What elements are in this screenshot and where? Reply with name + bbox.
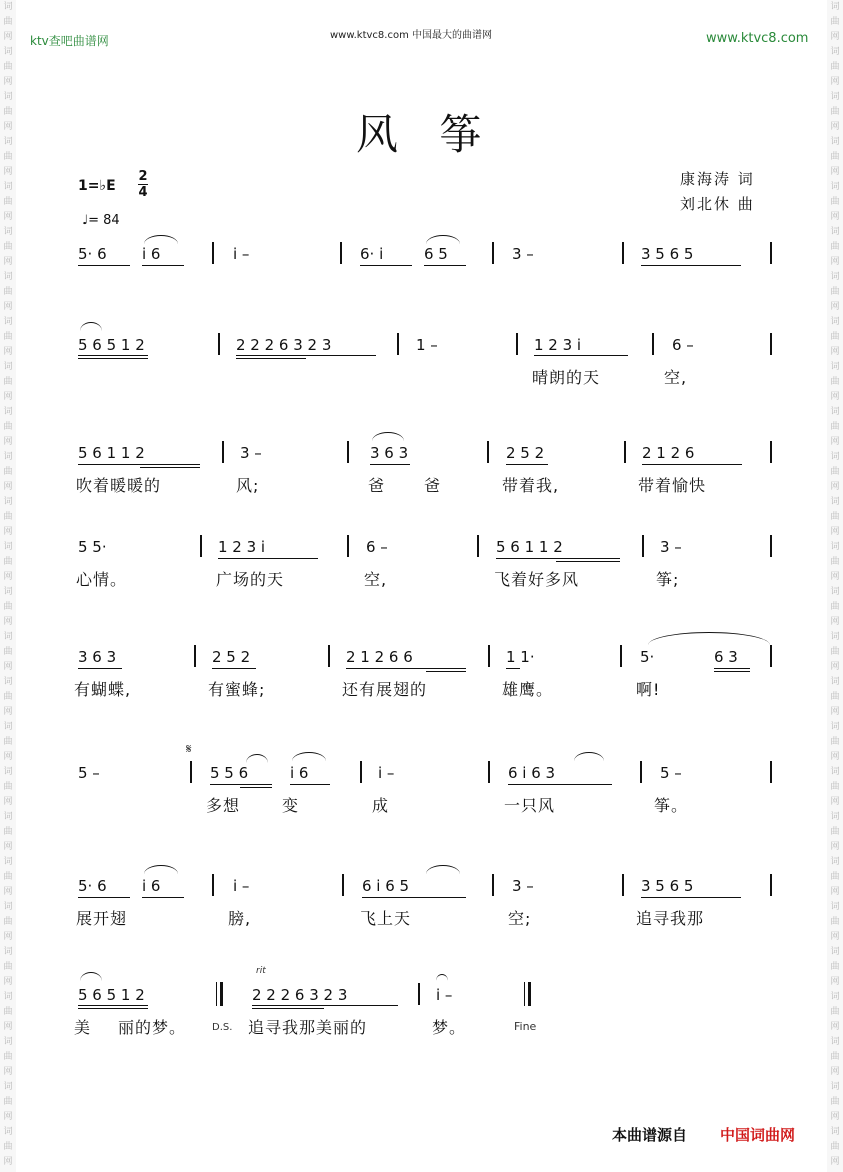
watermark-char: 网 <box>830 212 840 222</box>
watermark-char: 词 <box>3 1037 13 1047</box>
watermark-char: 词 <box>3 632 13 642</box>
watermark-char: 曲 <box>830 557 840 567</box>
watermark-char: 网 <box>3 977 13 987</box>
note-group: i – <box>233 877 250 895</box>
note-group: 6· i <box>360 245 384 263</box>
ritardando-mark: rit <box>256 966 266 976</box>
watermark-char: 网 <box>830 662 840 672</box>
bar-line <box>477 535 479 557</box>
bar-line <box>488 761 490 783</box>
watermark-char: 网 <box>830 257 840 267</box>
bar-line <box>212 242 214 264</box>
time-signature-top: 2 <box>138 169 148 184</box>
lyric-text: 吹着暖暖的 <box>76 476 162 495</box>
lyric-text: 膀, <box>228 909 252 928</box>
watermark-char: 词 <box>3 722 13 732</box>
watermark-char: 词 <box>830 1082 840 1092</box>
watermark-char: 曲 <box>3 197 13 207</box>
bar-line <box>770 333 772 355</box>
bar-line <box>516 333 518 355</box>
watermark-char: 词 <box>830 812 840 822</box>
watermark-char: 网 <box>830 347 840 357</box>
watermark-char: 网 <box>3 572 13 582</box>
dal-segno-mark: D.S. <box>212 1022 233 1033</box>
watermark-char: 词 <box>830 947 840 957</box>
note-group: 5 5· <box>78 538 107 556</box>
watermark-char: 曲 <box>3 647 13 657</box>
note-group: 3 – <box>512 245 534 263</box>
watermark-char: 网 <box>3 437 13 447</box>
bar-line <box>487 441 489 463</box>
watermark-char: 网 <box>3 752 13 762</box>
watermark-char: 曲 <box>830 332 840 342</box>
watermark-char: 词 <box>830 767 840 777</box>
watermark-char: 曲 <box>3 377 13 387</box>
watermark-char: 曲 <box>830 1142 840 1152</box>
lyric-text: 空, <box>364 570 388 589</box>
watermark-char: 网 <box>830 617 840 627</box>
watermark-char: 词 <box>3 992 13 1002</box>
watermark-char: 网 <box>3 842 13 852</box>
note-group: 6 – <box>366 538 388 556</box>
watermark-char: 词 <box>3 812 13 822</box>
score-row-4 <box>0 538 843 608</box>
watermark-char: 曲 <box>3 782 13 792</box>
watermark-char: 词 <box>3 857 13 867</box>
bar-line <box>342 874 344 896</box>
note-group: 2 5 2 <box>506 444 545 462</box>
watermark-char: 词 <box>3 1127 13 1137</box>
watermark-char: 网 <box>3 797 13 807</box>
watermark-char: 曲 <box>3 917 13 927</box>
watermark-char: 词 <box>830 227 840 237</box>
lyric-text: 飞着好多风 <box>494 570 580 589</box>
watermark-char: 曲 <box>830 422 840 432</box>
watermark-char: 词 <box>830 857 840 867</box>
watermark-char: 词 <box>830 542 840 552</box>
lyric-text: 追寻我那 <box>636 909 705 928</box>
bar-line <box>622 874 624 896</box>
note-group: 1 2 3 i <box>534 336 582 354</box>
lyric-text: 心情。 <box>76 570 128 589</box>
watermark-char: 曲 <box>3 422 13 432</box>
bar-line <box>770 761 772 783</box>
watermark-char: 曲 <box>3 332 13 342</box>
watermark-char: 网 <box>3 1112 13 1122</box>
note-group: 1 2 3 i <box>218 538 266 556</box>
watermark-char: 词 <box>3 947 13 957</box>
note-group: 5 – <box>660 764 682 782</box>
time-signature-bottom: 4 <box>138 185 148 200</box>
lyric-text: 有蝴蝶, <box>74 680 132 699</box>
watermark-char: 曲 <box>3 962 13 972</box>
watermark-char: 词 <box>830 2 840 12</box>
watermark-char: 词 <box>830 587 840 597</box>
lyric-text: 飞上天 <box>360 909 412 928</box>
watermark-char: 曲 <box>830 467 840 477</box>
bar-line <box>492 242 494 264</box>
watermark-char: 曲 <box>3 287 13 297</box>
note-group: 1 – <box>416 336 438 354</box>
watermark-char: 网 <box>830 392 840 402</box>
bar-line <box>770 874 772 896</box>
score-row-3 <box>0 444 843 514</box>
watermark-char: 网 <box>3 662 13 672</box>
note-group: i 6 <box>142 245 161 263</box>
footer-source-site[interactable]: 中国词曲网 <box>720 1126 796 1144</box>
watermark-char: 网 <box>830 77 840 87</box>
bar-line <box>770 242 772 264</box>
watermark-char: 网 <box>830 842 840 852</box>
watermark-char: 曲 <box>830 287 840 297</box>
watermark-char: 网 <box>830 977 840 987</box>
watermark-char: 网 <box>830 1022 840 1032</box>
watermark-char: 网 <box>3 482 13 492</box>
lyric-text: 带着愉快 <box>638 476 707 495</box>
watermark-char: 曲 <box>3 107 13 117</box>
header-site-slogan: www.ktvc8.com 中国最大的曲谱网 <box>330 30 493 41</box>
watermark-char: 词 <box>830 677 840 687</box>
note-group: 2 1 2 6 6 <box>346 648 413 666</box>
lyric-text: 空; <box>508 909 532 928</box>
watermark-char: 曲 <box>3 1097 13 1107</box>
bar-line <box>770 645 772 667</box>
watermark-char: 网 <box>3 347 13 357</box>
bar-line <box>397 333 399 355</box>
watermark-char: 曲 <box>3 512 13 522</box>
watermark-char: 网 <box>830 32 840 42</box>
watermark-char: 曲 <box>830 692 840 702</box>
watermark-char: 网 <box>830 437 840 447</box>
bar-line <box>622 242 624 264</box>
segno-mark: 𝄋 <box>186 742 192 757</box>
lyric-text: 空, <box>664 368 688 387</box>
note-group: 5 6 1 1 2 <box>78 444 145 462</box>
note-group: 3 6 3 <box>370 444 409 462</box>
watermark-char: 曲 <box>830 377 840 387</box>
bar-line <box>340 242 342 264</box>
note-group: 2 1 2 6 <box>642 444 695 462</box>
watermark-char: 网 <box>830 707 840 717</box>
score-row-6 <box>0 742 843 834</box>
note-group: 6 i 6 5 <box>362 877 410 895</box>
header-site-name[interactable]: ktv查吧曲谱网 <box>30 34 109 48</box>
note-group: 1 1· <box>506 648 535 666</box>
watermark-char: 词 <box>830 452 840 462</box>
key-signature: 1=♭E <box>78 178 116 194</box>
watermark-char: 曲 <box>830 152 840 162</box>
song-title: 风 筝 <box>356 110 496 159</box>
watermark-char: 网 <box>3 302 13 312</box>
watermark-char: 曲 <box>3 1142 13 1152</box>
watermark-char: 曲 <box>830 647 840 657</box>
note-group: 5· 6 <box>78 877 107 895</box>
watermark-char: 词 <box>830 47 840 57</box>
watermark-char: 词 <box>3 317 13 327</box>
bar-line <box>212 874 214 896</box>
watermark-char: 曲 <box>830 242 840 252</box>
score-row-2 <box>0 336 843 406</box>
note-group: 5· 6 <box>78 245 107 263</box>
note-group: i 6 <box>290 764 309 782</box>
watermark-char: 网 <box>830 122 840 132</box>
watermark-char: 曲 <box>830 1052 840 1062</box>
lyric-text: 成 <box>372 796 390 815</box>
watermark-char: 网 <box>830 302 840 312</box>
bar-line <box>770 441 772 463</box>
note-group: 3 – <box>660 538 682 556</box>
lyric-text: 爸 <box>368 476 386 495</box>
note-group: 3 6 3 <box>78 648 117 666</box>
bar-line <box>492 874 494 896</box>
bar-line <box>620 645 622 667</box>
note-group: 3 – <box>240 444 262 462</box>
watermark-char: 曲 <box>3 242 13 252</box>
bar-line <box>652 333 654 355</box>
double-bar-line <box>216 982 223 1006</box>
watermark-char: 曲 <box>830 107 840 117</box>
watermark-char: 网 <box>830 572 840 582</box>
watermark-char: 曲 <box>830 782 840 792</box>
watermark-char: 网 <box>3 257 13 267</box>
fine-mark: Fine <box>514 1020 537 1033</box>
watermark-char: 词 <box>3 497 13 507</box>
lyric-text: 广场的天 <box>216 570 285 589</box>
watermark-char: 词 <box>3 47 13 57</box>
watermark-char: 曲 <box>830 737 840 747</box>
bar-line <box>488 645 490 667</box>
watermark-char: 词 <box>3 767 13 777</box>
watermark-char: 词 <box>830 137 840 147</box>
watermark-char: 词 <box>3 587 13 597</box>
note-group: 5 5 6 <box>210 764 249 782</box>
note-group: 2 5 2 <box>212 648 251 666</box>
watermark-char: 曲 <box>3 17 13 27</box>
watermark-char: 网 <box>3 1022 13 1032</box>
watermark-char: 词 <box>830 317 840 327</box>
watermark-char: 词 <box>830 1127 840 1137</box>
time-signature <box>138 170 148 199</box>
watermark-char: 网 <box>830 887 840 897</box>
watermark-char: 词 <box>3 1082 13 1092</box>
lyric-text: 筝。 <box>654 796 689 815</box>
bar-line <box>194 645 196 667</box>
lyric-text: 爸 <box>424 476 442 495</box>
lyricist-credit: 康海涛 词 <box>680 170 755 188</box>
bar-line <box>218 333 220 355</box>
composer-credit: 刘北休 曲 <box>680 195 755 213</box>
watermark-char: 曲 <box>830 962 840 972</box>
watermark-char: 网 <box>3 32 13 42</box>
note-group: 5 6 5 1 2 <box>78 336 145 354</box>
watermark-char: 曲 <box>3 737 13 747</box>
watermark-char: 曲 <box>3 152 13 162</box>
note-group: i – <box>378 764 395 782</box>
watermark-char: 曲 <box>3 467 13 477</box>
lyric-text: 一只风 <box>504 796 556 815</box>
watermark-char: 曲 <box>3 827 13 837</box>
note-group: i – <box>233 245 250 263</box>
lyric-text: 多想 <box>206 796 241 815</box>
score-row-8 <box>0 966 843 1056</box>
lyric-text: 梦。 <box>432 1018 467 1037</box>
note-group: 2 2 2 6 3 2 3 <box>252 986 348 1004</box>
watermark-char: 词 <box>3 227 13 237</box>
watermark-char: 网 <box>3 1067 13 1077</box>
watermark-char: 词 <box>830 632 840 642</box>
note-group: 6 3 <box>714 648 738 666</box>
watermark-char: 网 <box>3 392 13 402</box>
lyric-text: 追寻我那美丽的 <box>248 1018 368 1037</box>
watermark-char: 网 <box>3 167 13 177</box>
watermark-char: 词 <box>830 722 840 732</box>
watermark-char: 词 <box>830 362 840 372</box>
watermark-char: 网 <box>830 1067 840 1077</box>
watermark-char: 网 <box>830 1112 840 1122</box>
note-group: i 6 <box>142 877 161 895</box>
note-group: i – <box>436 986 453 1004</box>
lyric-text: 丽的梦。 <box>118 1018 187 1037</box>
watermark-char: 曲 <box>830 197 840 207</box>
watermark-char: 曲 <box>3 62 13 72</box>
watermark-char: 曲 <box>830 827 840 837</box>
footer-source-label: 本曲谱源自 <box>612 1126 688 1144</box>
score-row-1 <box>0 245 843 315</box>
watermark-char: 曲 <box>830 872 840 882</box>
watermark-char: 网 <box>3 527 13 537</box>
lyric-text: 美 <box>74 1018 92 1037</box>
watermark-char: 曲 <box>830 602 840 612</box>
watermark-char: 网 <box>3 932 13 942</box>
watermark-char: 词 <box>3 272 13 282</box>
note-group: 5 6 1 1 2 <box>496 538 563 556</box>
watermark-char: 词 <box>3 362 13 372</box>
watermark-char: 词 <box>3 452 13 462</box>
watermark-char: 曲 <box>3 692 13 702</box>
watermark-char: 词 <box>830 1037 840 1047</box>
watermark-char: 词 <box>3 902 13 912</box>
watermark-char: 网 <box>3 617 13 627</box>
score-row-5 <box>0 648 843 718</box>
lyric-text: 有蜜蜂; <box>208 680 266 699</box>
watermark-char: 网 <box>3 77 13 87</box>
bar-line <box>770 535 772 557</box>
bar-line <box>347 441 349 463</box>
watermark-char: 词 <box>3 2 13 12</box>
watermark-char: 曲 <box>3 1007 13 1017</box>
note-group: 3 5 6 5 <box>641 245 694 263</box>
watermark-char: 词 <box>3 92 13 102</box>
watermark-char: 词 <box>3 182 13 192</box>
watermark-char: 词 <box>830 902 840 912</box>
note-group: 6 5 <box>424 245 448 263</box>
watermark-char: 词 <box>830 407 840 417</box>
watermark-char: 词 <box>3 407 13 417</box>
lyric-text: 晴朗的天 <box>532 368 601 387</box>
note-group: 3 – <box>512 877 534 895</box>
lyric-text: 筝; <box>656 570 680 589</box>
watermark-char: 曲 <box>830 62 840 72</box>
lyric-text: 风; <box>236 476 260 495</box>
watermark-char: 网 <box>830 1157 840 1167</box>
watermark-char: 曲 <box>830 512 840 522</box>
note-group: 6 i 6 3 <box>508 764 556 782</box>
watermark-char: 网 <box>3 1157 13 1167</box>
watermark-char: 网 <box>830 167 840 177</box>
bar-line <box>642 535 644 557</box>
final-bar-line <box>524 982 531 1006</box>
watermark-char: 词 <box>3 137 13 147</box>
note-group: 5 – <box>78 764 100 782</box>
watermark-char: 词 <box>830 992 840 1002</box>
watermark-char: 曲 <box>830 1007 840 1017</box>
bar-line <box>222 441 224 463</box>
lyric-text: 展开翅 <box>76 909 128 928</box>
note-group: 3 5 6 5 <box>641 877 694 895</box>
watermark-char: 词 <box>830 182 840 192</box>
watermark-char: 曲 <box>830 917 840 927</box>
lyric-text: 啊! <box>636 680 661 699</box>
bar-line <box>200 535 202 557</box>
lyric-text: 还有展翅的 <box>342 680 428 699</box>
watermark-char: 曲 <box>3 602 13 612</box>
watermark-char: 曲 <box>3 557 13 567</box>
note-group: 5· <box>640 648 655 666</box>
watermark-char: 网 <box>3 707 13 717</box>
watermark-char: 网 <box>3 887 13 897</box>
watermark-char: 词 <box>3 677 13 687</box>
bar-line <box>360 761 362 783</box>
bar-line <box>418 983 420 1005</box>
lyric-text: 变 <box>282 796 300 815</box>
watermark-char: 曲 <box>830 17 840 27</box>
bar-line <box>328 645 330 667</box>
bar-line <box>190 761 192 783</box>
watermark-char: 网 <box>830 527 840 537</box>
watermark-char: 词 <box>830 272 840 282</box>
tempo-marking: ♩= 84 <box>82 213 120 228</box>
watermark-char: 词 <box>3 542 13 552</box>
note-group: 2 2 2 6 3 2 3 <box>236 336 332 354</box>
watermark-char: 网 <box>830 752 840 762</box>
note-group: 5 6 5 1 2 <box>78 986 145 1004</box>
header-site-url[interactable]: www.ktvc8.com <box>706 31 809 46</box>
bar-line <box>640 761 642 783</box>
score-row-7 <box>0 877 843 947</box>
watermark-char: 词 <box>830 497 840 507</box>
lyric-text: 带着我, <box>502 476 560 495</box>
watermark-char: 曲 <box>3 1052 13 1062</box>
watermark-char: 曲 <box>830 1097 840 1107</box>
watermark-char: 网 <box>830 482 840 492</box>
watermark-char: 网 <box>830 797 840 807</box>
bar-line <box>347 535 349 557</box>
watermark-char: 词 <box>830 92 840 102</box>
note-group: 6 – <box>672 336 694 354</box>
watermark-char: 网 <box>3 122 13 132</box>
watermark-char: 网 <box>3 212 13 222</box>
lyric-text: 雄鹰。 <box>502 680 554 699</box>
watermark-char: 曲 <box>3 872 13 882</box>
watermark-char: 网 <box>830 932 840 942</box>
bar-line <box>624 441 626 463</box>
